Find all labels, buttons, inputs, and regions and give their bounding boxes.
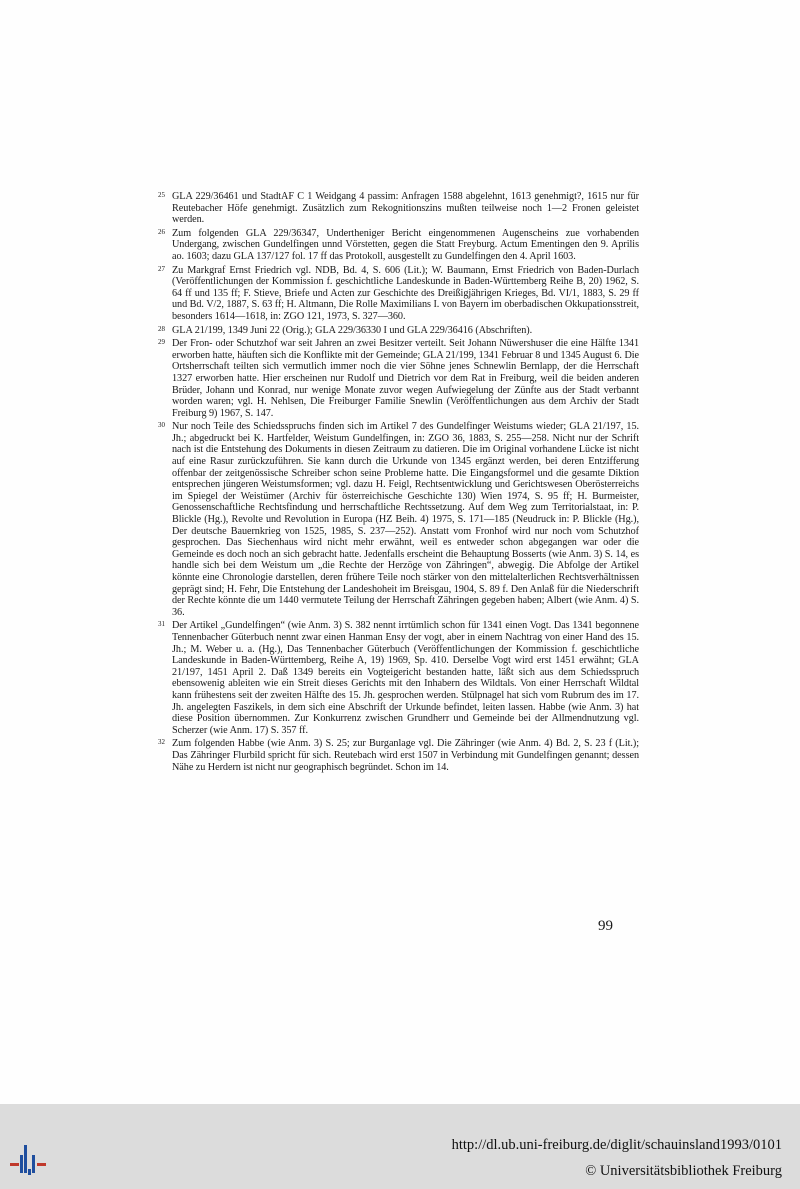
- footnote-text: Zum folgenden Habbe (wie Anm. 3) S. 25; zur Burganlage vgl. Die Zähringer (wie Anm. 4) Bd. 2, S. 23 f (Lit.); Das Zähringer Flurbild spricht für sich. Reutebach wird erst 1507 in Verbindung mit Gundelfingen genannt; dessen Nähe zu Herdern ist nicht nur geographisch begründet. Schon im 14.: [172, 738, 639, 773]
- footnote-29: [158, 338, 639, 419]
- footnote-28: [158, 325, 639, 337]
- footnote-26: [158, 228, 639, 263]
- footnote-text: Der Fron- oder Schutzhof war seit Jahren an zwei Besitzer verteilt. Seit Johann Nüwershuser die eine Hälfte 1341 erworben hatte, häuften sich die Konflikte mit der Gemeinde; GLA 21/199, 1341 Februar 8 und 1345 August 6. Die Ortsherrschaft teilten sich vermutlich immer noch die vier Söhne jenes Schnewlin Bernlapp, der die Herrschaft 1327 erworben hatte. Hier erscheinen nur Rudolf und Dietrich vor dem Rat in Freiburg, weil die beiden anderen Brüder, Johann und Konrad, nur wenige Monate zuvor wegen Aufwiegelung der Zünfte aus der Stadt verbannt worden waren; vgl. H. Nehlsen, Die Freiburger Familie Snewlin (Veröffentlichungen aus dem Archiv der Stadt Freiburg 9) 1967, S. 147.: [172, 338, 639, 419]
- footnote-text: GLA 21/199, 1349 Juni 22 (Orig.); GLA 229/36330 I und GLA 229/36416 (Abschriften).: [172, 324, 533, 336]
- footnote-text: Zu Markgraf Ernst Friedrich vgl. NDB, Bd. 4, S. 606 (Lit.); W. Baumann, Ernst Friedrich von Baden-Durlach (Veröffentlichungen der Kommission f. geschichtliche Landeskunde in Baden-Württemberg Reihe B, 20) 1962, S. 64 ff und 135 ff; F. Stieve, Briefe und Acten zur Geschichte des Dreißigjährigen Krieges, Bd. VI/1, 1883, S. 29 ff und Bd. V/2, 1887, S. 63 ff; H. Altmann, Die Rolle Maximilians I. von Bayern im oberbadischen Okkupationsstreit, besonders 1614—1618, in: ZGO 121, 1973, S. 327—360.: [172, 264, 639, 322]
- footnote-number: 27: [158, 264, 165, 273]
- footnote-number: 28: [158, 324, 165, 333]
- footnote-number: 31: [158, 620, 165, 629]
- footnote-number: 29: [158, 338, 165, 347]
- footnote-32: [158, 738, 639, 773]
- footnote-30: [158, 421, 639, 618]
- footnote-text: Der Artikel „Gundelfingen“ (wie Anm. 3) S. 382 nennt irrtümlich schon für 1341 einen Vogt. Das 1341 begonnene Tennenbacher Güterbuch nennt zwar einen Hanman Ensy der vogt, aber in einem Nachtrag von einer Hand des 15. Jh.; M. Weber u. a. (Hg.), Das Tennenbacher Güterbuch (Veröffentlichungen der Kommission f. geschichtliche Landeskunde in Baden-Württemberg, Reihe A, 19) 1969, Sp. 410. Derselbe Vogt wird erst 1451 erwähnt; GLA 21/197, 1451 April 2. Daß 1349 bereits ein Vogteigericht bestanden hatte, läßt sich aus dem Schiedsspruch ebensowenig ableiten wie ein Streit dieses Gerichts mit den Inhabern des Wildtals. Von einer Herrschaft Wildtal kann frühestens seit der zweiten Hälfte des 15. Jh. gesprochen werden. Stülpnagel hat sich vom Rubrum des im 17. Jh. angelegten Faszikels, in dem sich eine Abschrift der Urkunde befindet, leiten lassen. Habbe (wie Anm. 3) hat diese Position übernommen. Zur Konkurrenz zwischen Grundherr und Gemeinde bei der Allmendnutzung vgl. Scherzer (wie Anm. 17) S. 357 ff.: [172, 620, 639, 736]
- page-number: 99: [598, 918, 613, 934]
- footnote-text: GLA 229/36461 und StadtAF C 1 Weidgang 4 passim: Anfragen 1588 abgelehnt, 1613 genehmigt?, 1615 nur für Reutebacher Höfe genehmigt. Zusätzlich zum Rekognitionszins mußten teilweise noch 1—2 Fronen geleistet werden.: [172, 191, 639, 226]
- footnote-25: [158, 191, 639, 226]
- footnote-number: 26: [158, 227, 165, 236]
- footnote-number: 25: [158, 191, 165, 199]
- footnote-text: Nur noch Teile des Schiedsspruchs finden sich im Artikel 7 des Gundelfinger Weistums wieder; GLA 21/197, 15. Jh.; abgedruckt bei K. Hartfelder, Weistum Gundelfingen, in: ZGO 36, 1883, S. 255—258. Nicht nur der Schrift nach ist die Entstehung des Dokuments in diesen Zeitraum zu datieren. Die im Original vorhandene Lücke ist nicht auf eine Rasur zurückzuführen. Sie kann durch die Urkunde von 1345 ergänzt werden, bei deren Entzifferung offenbar der zeitgenössische Schreiber schon seine Probleme hatte. Die Eingangsformel und die gesamte Diktion entsprechen jüngeren Weistumsformen; vgl. dazu H. Feigl, Rechtsentwicklung und Gerichtswesen Oberösterreichs im Spiegel der Weistümer (Archiv für österreichische Geschichte 130) Wien 1974, S. 95 ff; H. Burmeister, Genossenschaftliche Rechtsfindung und herrschaftliche Rechtssetzung. Auf dem Weg zum Territorialstaat, in: P. Blickle (Hg.), Revolte und Revolution in Europa (HZ Beih. 4) 1975, S. 171—185 (Neudruck in: P. Blickle (Hg.), Der deutsche Bauernkrieg von 1525, 1985, S. 237—252). Anstatt vom Fronhof wird nur noch vom Schutzhof gesprochen. Das Siechenhaus wird nicht mehr erwähnt, weil es entweder schon abgegangen war oder die Gemeinde es doch noch an sich gebracht hatte. Jedenfalls erscheint die Behauptung Bosserts (wie Anm. 3) S. 14, es handle sich bei dem Weistum um „die Rechte der Herzöge von Zähringen“, abwegig. Die Abfolge der Artikel könnte eine Chronologie darstellen, deren frühere Teile noch stärker von den mittelalterlichen Rechtsverhältnissen geprägt sind; H. Fehr, Die Entstehung der Landeshoheit im Breisgau, 1904, S. 89 f. Den Anlaß für die Niederschrift der Rechte könnte die um 1440 vermutete Teilung der Herrschaft Zähringen gegeben haben; Albert (wie Anm. 4) S. 36.: [172, 421, 639, 618]
- library-logo-icon: [10, 1139, 50, 1177]
- footnotes: [158, 191, 639, 775]
- copyright-text: © Universitätsbibliothek Freiburg: [585, 1163, 782, 1179]
- permalink-link[interactable]: http://dl.ub.uni-freiburg.de/diglit/schauinsland1993/0101: [451, 1137, 782, 1153]
- footnote-number: 30: [158, 421, 165, 430]
- footnote-text: Zum folgenden GLA 229/36347, Undertheniger Bericht eingenommenen Augenscheins zue vorhabenden Undergang, zwischen Gundelfingen unnd Vörstetten, gegen die Statt Freyburg. Actum Ementingen den 9. Aprilis ao. 1603; dazu GLA 137/127 fol. 17 ff das Protokoll, ausgestellt zu Gundelfingen den 4. April 1603.: [172, 227, 639, 262]
- footnote-number: 32: [158, 738, 165, 747]
- footnote-31: [158, 620, 639, 736]
- footnote-27: [158, 265, 639, 323]
